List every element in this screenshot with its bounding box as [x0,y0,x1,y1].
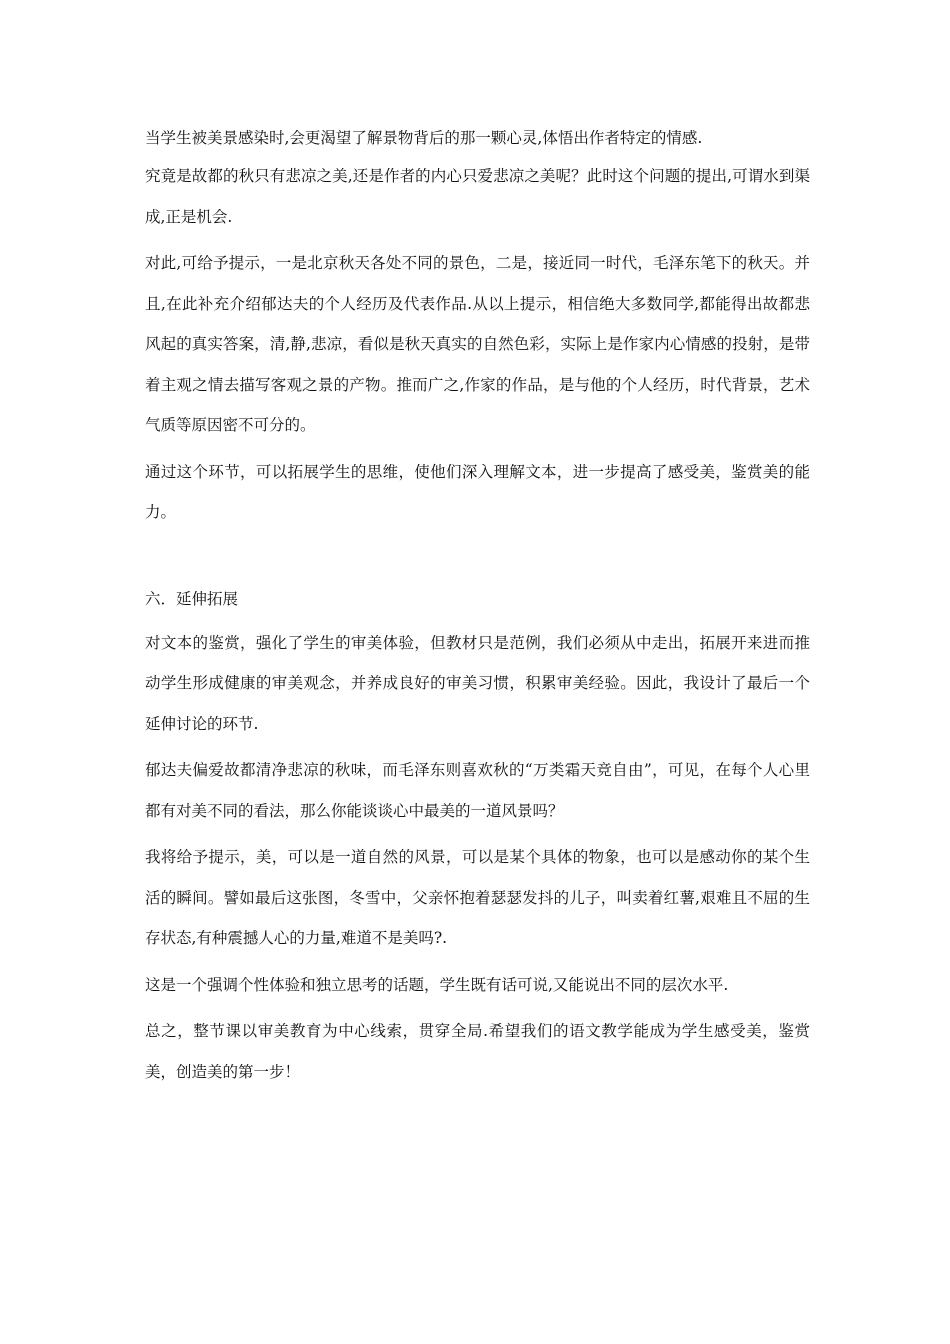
document-body [145,123,810,1098]
paragraph-1: 当学生被美景感染时,会更渴望了解景物背后的那一颗心灵,体悟出作者特定的情感. [145,129,703,147]
paragraph-2: 究竟是故都的秋只有悲凉之美,还是作者的内心只爱悲凉之美呢？此时这个问题的提出,可谓水到渠成,正是机会. [145,167,810,226]
section-heading: 六．延伸拓展 [145,589,239,608]
paragraph-8: 这是一个强调个性体验和独立思考的话题，学生既有话可说,又能说出不同的层次水平. [145,975,729,994]
paragraph-3: 对此,可给予提示，一是北京秋天各处不同的景色，二是，接近同一时代，毛泽东笔下的秋天。并且,在此补充介绍郁达夫的个人经历及代表作品.从以上提示，相信绝大多数同学,都能得出故都悲风起的真实答案，清,静,悲凉，看似是秋天真实的自然色彩，实际上是作家内心情感的投射，是带着主观之情去描写客观之景的产物。推而广之,作家的作品，是与他的个人经历，时代背景，艺术气质等原因密不可分的。 [145,254,810,434]
section-gap [145,539,810,579]
paragraph-7: 我将给予提示，美，可以是一道自然的风景，可以是某个具体的物象，也可以是感动你的某个生活的瞬间。譬如最后这张图，冬雪中，父亲怀抱着瑟瑟发抖的儿子，叫卖着红薯,艰难且不屈的生存状态,有种震撼人心的力量,难道不是美吗?. [145,848,810,947]
paragraph-5: 对文本的鉴赏，强化了学生的审美体验，但教材只是范例，我们必须从中走出，拓展开来进而推动学生形成健康的审美观念，并养成良好的审美习惯，积累审美经验。因此，我设计了最后一个延伸讨论的环节. [145,633,810,733]
paragraph-6: 郁达夫偏爱故都清净悲凉的秋味，而毛泽东则喜欢秋的“万类霜天竞自由”，可见，在每个人心里都有对美不同的看法，那么你能谈谈心中最美的一道风景吗？ [145,761,810,820]
paragraph-4: 通过这个环节，可以拓展学生的思维，使他们深入理解文本，进一步提高了感受美，鉴赏美的能力。 [145,462,810,521]
paragraph-9: 总之，整节课以审美教育为中心线索，贯穿全局.希望我们的语文教学能成为学生感受美，鉴赏美，创造美的第一步！ [145,1022,810,1081]
